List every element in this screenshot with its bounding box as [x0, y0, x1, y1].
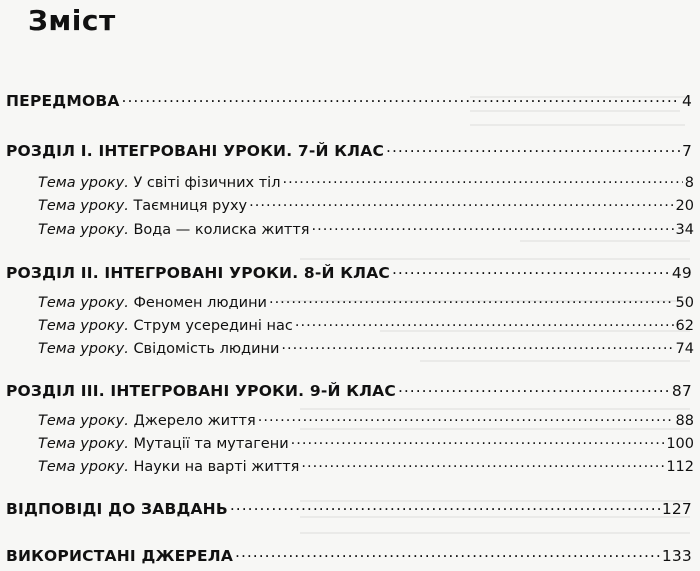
toc-entry-label: Мутації та мутагени: [133, 435, 289, 452]
dot-leader: [386, 140, 680, 156]
toc-page-number: 127: [661, 499, 692, 518]
toc-entry-preface[interactable]: [6, 90, 692, 110]
toc-entry-label: РОЗДІЛ ІІІ. ІНТЕГРОВАНІ УРОКИ. 9-Й КЛАС: [6, 381, 396, 400]
toc-entry-lesson[interactable]: [38, 315, 694, 334]
dot-leader: [291, 433, 665, 448]
lesson-prefix: Тема уроку.: [38, 412, 129, 429]
toc-entry-section-2[interactable]: [6, 262, 692, 282]
dot-leader: [398, 380, 670, 396]
toc-entry-lesson[interactable]: [38, 172, 694, 191]
toc-entry-label: Джерело життя: [133, 412, 256, 429]
dot-leader: [295, 315, 674, 330]
toc-entry-label: ВІДПОВІДІ ДО ЗАВДАНЬ: [6, 499, 228, 518]
toc-page-number: 34: [675, 221, 694, 238]
toc-entry-lesson[interactable]: [38, 292, 694, 311]
toc-entry-lesson[interactable]: [38, 195, 694, 214]
dot-leader: [235, 545, 660, 561]
toc-page-number: 74: [675, 340, 694, 357]
toc-page-number: 112: [666, 458, 694, 475]
dot-leader: [249, 195, 673, 210]
toc-entry-lesson[interactable]: [38, 338, 694, 357]
toc-entry-label: РОЗДІЛ І. ІНТЕГРОВАНІ УРОКИ. 7-Й КЛАС: [6, 141, 385, 160]
dot-leader: [281, 338, 673, 353]
dot-leader: [312, 219, 674, 234]
toc-page-number: 50: [675, 294, 694, 311]
dot-leader: [301, 456, 664, 471]
toc-entry-label: Феномен людини: [133, 294, 267, 311]
toc-page-number: 4: [681, 91, 692, 110]
lesson-prefix: Тема уроку.: [38, 458, 129, 475]
lesson-prefix: Тема уроку.: [38, 435, 129, 452]
toc-entry-section-3[interactable]: [6, 380, 692, 400]
page-title: Зміст: [28, 4, 116, 37]
dot-leader: [392, 262, 670, 278]
toc-entry-label: ПЕРЕДМОВА: [6, 91, 120, 110]
lesson-prefix: Тема уроку.: [38, 317, 129, 334]
toc-entry-lesson[interactable]: [38, 433, 694, 452]
toc-page-number: 49: [671, 263, 692, 282]
toc-entry-label: Таємниця руху: [133, 197, 248, 214]
dot-leader: [269, 292, 674, 307]
toc-entry-lesson[interactable]: [38, 219, 694, 238]
dot-leader: [122, 90, 680, 106]
toc-page-number: 62: [675, 317, 694, 334]
toc-page-number: 8: [684, 174, 694, 191]
toc-entry-lesson[interactable]: [38, 456, 694, 475]
toc-page-number: 88: [675, 412, 694, 429]
toc-page-number: 20: [675, 197, 694, 214]
lesson-prefix: Тема уроку.: [38, 221, 129, 238]
toc-page-number: 100: [666, 435, 694, 452]
dot-leader: [258, 410, 674, 425]
dot-leader: [230, 498, 660, 514]
toc-page-number: 87: [671, 381, 692, 400]
toc-entry-label: Вода — колиска життя: [133, 221, 310, 238]
lesson-prefix: Тема уроку.: [38, 197, 129, 214]
lesson-prefix: Тема уроку.: [38, 174, 129, 191]
lesson-prefix: Тема уроку.: [38, 340, 129, 357]
dot-leader: [282, 172, 682, 187]
toc-entry-answers[interactable]: [6, 498, 692, 518]
toc-entry-label: Струм усередині нас: [133, 317, 293, 334]
toc-entry-label: РОЗДІЛ ІІ. ІНТЕГРОВАНІ УРОКИ. 8-Й КЛАС: [6, 263, 390, 282]
toc-page-number: 133: [661, 546, 692, 565]
toc-page-number: 7: [681, 141, 692, 160]
toc-entry-lesson[interactable]: [38, 410, 694, 429]
toc-entry-label: ВИКОРИСТАНІ ДЖЕРЕЛА: [6, 546, 234, 565]
lesson-prefix: Тема уроку.: [38, 294, 129, 311]
toc-entry-sources[interactable]: [6, 545, 692, 565]
toc-entry-label: У світі фізичних тіл: [133, 174, 281, 191]
toc-entry-section-1[interactable]: [6, 140, 692, 160]
toc-entry-label: Свідомість людини: [133, 340, 280, 357]
toc-entry-label: Науки на варті життя: [133, 458, 300, 475]
